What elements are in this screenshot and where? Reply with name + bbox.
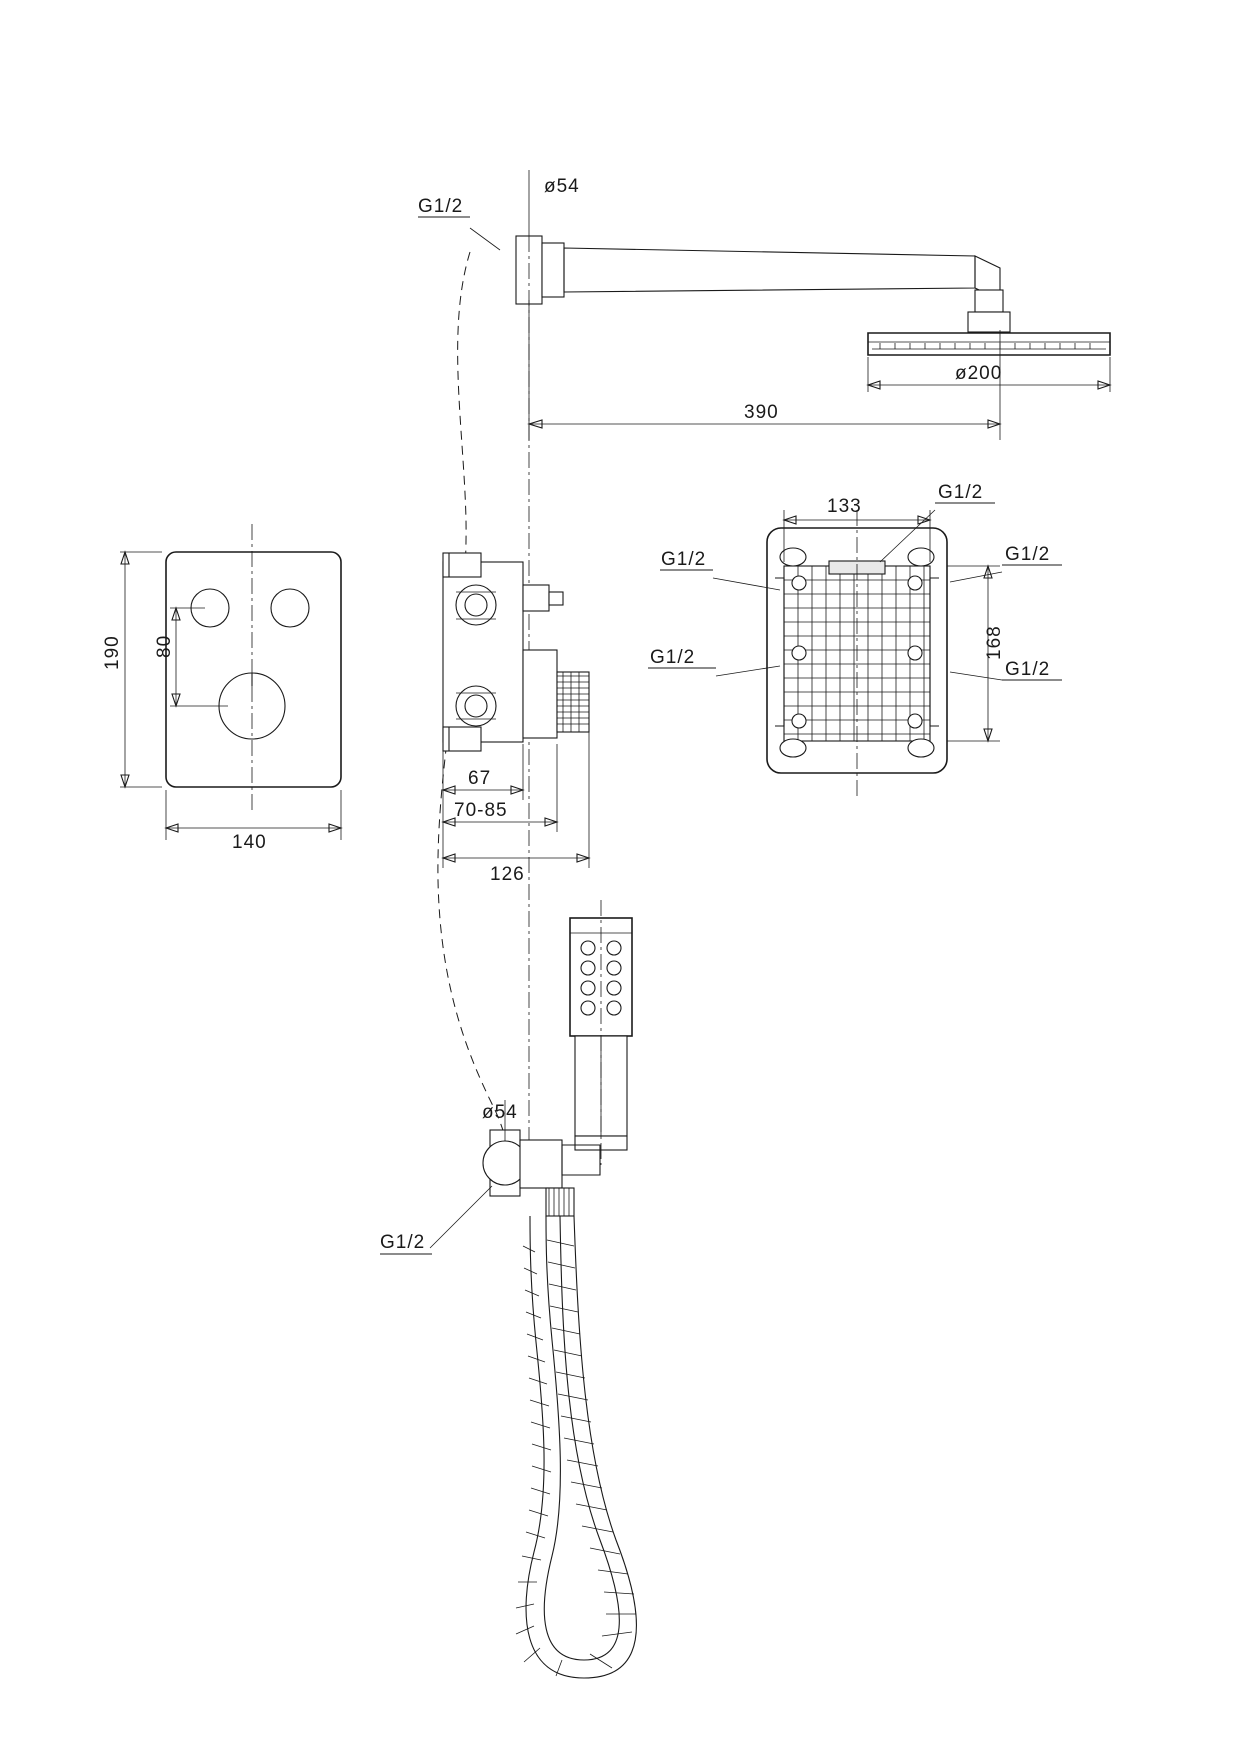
dim-overall-depth: 126 <box>490 864 525 885</box>
dim-flange-diameter-top: ø54 <box>544 176 580 197</box>
label-g12-box-left-lower: G1/2 <box>650 647 696 668</box>
label-g12-box-right-upper: G1/2 <box>1005 544 1051 565</box>
dim-head-diameter: ø200 <box>955 363 1003 384</box>
dim-plate-width: 140 <box>232 832 267 853</box>
dim-plate-height: 190 <box>102 635 123 670</box>
label-g12-bottom: G1/2 <box>380 1232 426 1253</box>
dim-box-width: 133 <box>827 496 862 517</box>
dim-knob-spacing: 80 <box>154 634 175 658</box>
dim-flange-diameter-bottom: ø54 <box>482 1102 518 1123</box>
label-g12-box-top: G1/2 <box>938 482 984 503</box>
label-g12-box-right-lower: G1/2 <box>1005 659 1051 680</box>
label-g12-top: G1/2 <box>418 196 464 217</box>
dim-box-height: 168 <box>984 625 1005 660</box>
dim-install-depth: 70-85 <box>454 800 508 821</box>
label-g12-box-left-upper: G1/2 <box>661 549 707 570</box>
dim-arm-projection: 390 <box>744 402 779 423</box>
dim-body-depth: 67 <box>468 768 492 789</box>
